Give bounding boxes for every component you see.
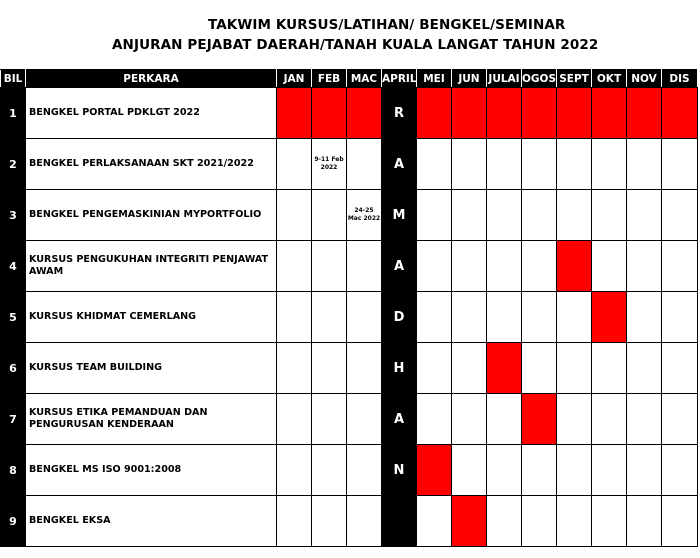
empty-cell bbox=[417, 343, 452, 394]
empty-cell bbox=[347, 241, 382, 292]
empty-cell bbox=[627, 496, 662, 547]
header-perkara: PERKARA bbox=[26, 70, 277, 88]
row-number: 9 bbox=[1, 496, 26, 547]
empty-cell bbox=[522, 241, 557, 292]
activity-name: KURSUS PENGUKUHAN INTEGRITI PENJAWAT AWAM bbox=[26, 241, 277, 292]
table-row bbox=[1, 241, 698, 292]
empty-cell bbox=[592, 139, 627, 190]
empty-cell bbox=[487, 292, 522, 343]
document-subtitle: ANJURAN PEJABAT DAERAH/TANAH KUALA LANGAT TAHUN 2022 bbox=[112, 37, 599, 53]
scheduled-cell bbox=[592, 88, 627, 139]
header-month: NOV bbox=[627, 70, 662, 88]
empty-cell bbox=[417, 496, 452, 547]
empty-cell bbox=[487, 241, 522, 292]
date-note-line: 24-25 bbox=[354, 207, 374, 214]
empty-cell bbox=[312, 394, 347, 445]
empty-cell bbox=[347, 394, 382, 445]
table-row bbox=[1, 445, 698, 496]
table-row bbox=[1, 88, 698, 139]
row-number: 2 bbox=[1, 139, 26, 190]
scheduled-cell bbox=[417, 445, 452, 496]
row-number: 5 bbox=[1, 292, 26, 343]
empty-cell bbox=[347, 139, 382, 190]
empty-cell bbox=[557, 343, 592, 394]
ramadhan-cell: R bbox=[382, 88, 417, 139]
empty-cell bbox=[557, 190, 592, 241]
row-number: 8 bbox=[1, 445, 26, 496]
date-note-cell bbox=[312, 139, 347, 190]
empty-cell bbox=[277, 139, 312, 190]
document-title: TAKWIM KURSUS/LATIHAN/ BENGKEL/SEMINAR bbox=[208, 17, 566, 33]
empty-cell bbox=[522, 445, 557, 496]
ramadhan-cell: A bbox=[382, 241, 417, 292]
table-row bbox=[1, 139, 698, 190]
table-row bbox=[1, 190, 698, 241]
empty-cell bbox=[417, 292, 452, 343]
date-note-cell bbox=[347, 190, 382, 241]
empty-cell bbox=[312, 343, 347, 394]
schedule-body bbox=[1, 88, 698, 547]
scheduled-cell bbox=[452, 496, 487, 547]
header-month: JAN bbox=[277, 70, 312, 88]
header-month: MAC bbox=[347, 70, 382, 88]
empty-cell bbox=[277, 496, 312, 547]
document-header bbox=[0, 0, 700, 70]
header-month: JULAI bbox=[487, 70, 522, 88]
schedule-table bbox=[0, 69, 698, 547]
empty-cell bbox=[417, 190, 452, 241]
scheduled-cell bbox=[347, 88, 382, 139]
empty-cell bbox=[277, 445, 312, 496]
activity-name: KURSUS TEAM BUILDING bbox=[26, 343, 277, 394]
header-row bbox=[1, 70, 698, 88]
activity-name: BENGKEL MS ISO 9001:2008 bbox=[26, 445, 277, 496]
empty-cell bbox=[627, 445, 662, 496]
empty-cell bbox=[452, 343, 487, 394]
empty-cell bbox=[662, 190, 698, 241]
empty-cell bbox=[627, 394, 662, 445]
activity-name: BENGKEL PENGEMASKINIAN MYPORTFOLIO bbox=[26, 190, 277, 241]
empty-cell bbox=[592, 343, 627, 394]
empty-cell bbox=[592, 445, 627, 496]
empty-cell bbox=[522, 343, 557, 394]
empty-cell bbox=[522, 139, 557, 190]
activity-name: BENGKEL PORTAL PDKLGT 2022 bbox=[26, 88, 277, 139]
empty-cell bbox=[277, 394, 312, 445]
table-row bbox=[1, 394, 698, 445]
header-month: SEPT bbox=[557, 70, 592, 88]
scheduled-cell bbox=[277, 88, 312, 139]
activity-name: KURSUS ETIKA PEMANDUAN DAN PENGURUSAN KENDERAAN bbox=[26, 394, 277, 445]
empty-cell bbox=[487, 139, 522, 190]
empty-cell bbox=[347, 292, 382, 343]
table-row bbox=[1, 496, 698, 547]
activity-name: BENGKEL EKSA bbox=[26, 496, 277, 547]
ramadhan-cell: D bbox=[382, 292, 417, 343]
empty-cell bbox=[347, 496, 382, 547]
empty-cell bbox=[312, 496, 347, 547]
empty-cell bbox=[557, 445, 592, 496]
empty-cell bbox=[627, 190, 662, 241]
empty-cell bbox=[662, 445, 698, 496]
empty-cell bbox=[627, 343, 662, 394]
header-month: OGOS bbox=[522, 70, 557, 88]
ramadhan-cell: H bbox=[382, 343, 417, 394]
empty-cell bbox=[662, 241, 698, 292]
scheduled-cell bbox=[312, 88, 347, 139]
row-number: 3 bbox=[1, 190, 26, 241]
empty-cell bbox=[557, 292, 592, 343]
empty-cell bbox=[312, 190, 347, 241]
empty-cell bbox=[417, 139, 452, 190]
empty-cell bbox=[417, 241, 452, 292]
scheduled-cell bbox=[522, 394, 557, 445]
empty-cell bbox=[557, 496, 592, 547]
empty-cell bbox=[592, 241, 627, 292]
empty-cell bbox=[487, 394, 522, 445]
ramadhan-cell: A bbox=[382, 394, 417, 445]
scheduled-cell bbox=[662, 88, 698, 139]
header-bil: BIL bbox=[1, 70, 26, 88]
empty-cell bbox=[277, 292, 312, 343]
empty-cell bbox=[452, 445, 487, 496]
header-month: FEB bbox=[312, 70, 347, 88]
scheduled-cell bbox=[592, 292, 627, 343]
empty-cell bbox=[592, 394, 627, 445]
empty-cell bbox=[592, 496, 627, 547]
empty-cell bbox=[452, 190, 487, 241]
empty-cell bbox=[627, 139, 662, 190]
empty-cell bbox=[277, 241, 312, 292]
row-number: 4 bbox=[1, 241, 26, 292]
date-note-line: Mac 2022 bbox=[347, 215, 381, 222]
empty-cell bbox=[557, 139, 592, 190]
date-note-line: 9-11 Feb bbox=[314, 156, 344, 163]
scheduled-cell bbox=[522, 88, 557, 139]
empty-cell bbox=[662, 496, 698, 547]
empty-cell bbox=[557, 394, 592, 445]
scheduled-cell bbox=[627, 88, 662, 139]
header-month: JUN bbox=[452, 70, 487, 88]
activity-name: KURSUS KHIDMAT CEMERLANG bbox=[26, 292, 277, 343]
empty-cell bbox=[347, 445, 382, 496]
header-month: APRIL bbox=[382, 70, 417, 88]
row-number: 7 bbox=[1, 394, 26, 445]
row-number: 1 bbox=[1, 88, 26, 139]
empty-cell bbox=[452, 292, 487, 343]
scheduled-cell bbox=[487, 343, 522, 394]
activity-name: BENGKEL PERLAKSANAAN SKT 2021/2022 bbox=[26, 139, 277, 190]
header-month: DIS bbox=[662, 70, 698, 88]
scheduled-cell bbox=[557, 88, 592, 139]
ramadhan-cell: A bbox=[382, 139, 417, 190]
scheduled-cell bbox=[557, 241, 592, 292]
empty-cell bbox=[662, 139, 698, 190]
empty-cell bbox=[347, 343, 382, 394]
empty-cell bbox=[452, 139, 487, 190]
empty-cell bbox=[277, 343, 312, 394]
empty-cell bbox=[312, 445, 347, 496]
empty-cell bbox=[627, 241, 662, 292]
header-month: MEI bbox=[417, 70, 452, 88]
scheduled-cell bbox=[417, 88, 452, 139]
empty-cell bbox=[312, 241, 347, 292]
scheduled-cell bbox=[452, 88, 487, 139]
empty-cell bbox=[417, 394, 452, 445]
header-month: OKT bbox=[592, 70, 627, 88]
empty-cell bbox=[487, 445, 522, 496]
scheduled-cell bbox=[487, 88, 522, 139]
empty-cell bbox=[312, 292, 347, 343]
empty-cell bbox=[487, 190, 522, 241]
table-row bbox=[1, 292, 698, 343]
ramadhan-cell: N bbox=[382, 445, 417, 496]
empty-cell bbox=[662, 292, 698, 343]
ramadhan-cell: M bbox=[382, 190, 417, 241]
empty-cell bbox=[662, 343, 698, 394]
empty-cell bbox=[522, 190, 557, 241]
empty-cell bbox=[452, 394, 487, 445]
date-note-line: 2022 bbox=[320, 164, 338, 171]
empty-cell bbox=[487, 496, 522, 547]
empty-cell bbox=[592, 190, 627, 241]
empty-cell bbox=[662, 394, 698, 445]
empty-cell bbox=[627, 292, 662, 343]
empty-cell bbox=[277, 190, 312, 241]
table-row bbox=[1, 343, 698, 394]
empty-cell bbox=[452, 241, 487, 292]
empty-cell bbox=[522, 292, 557, 343]
ramadhan-cell bbox=[382, 496, 417, 547]
empty-cell bbox=[522, 496, 557, 547]
row-number: 6 bbox=[1, 343, 26, 394]
